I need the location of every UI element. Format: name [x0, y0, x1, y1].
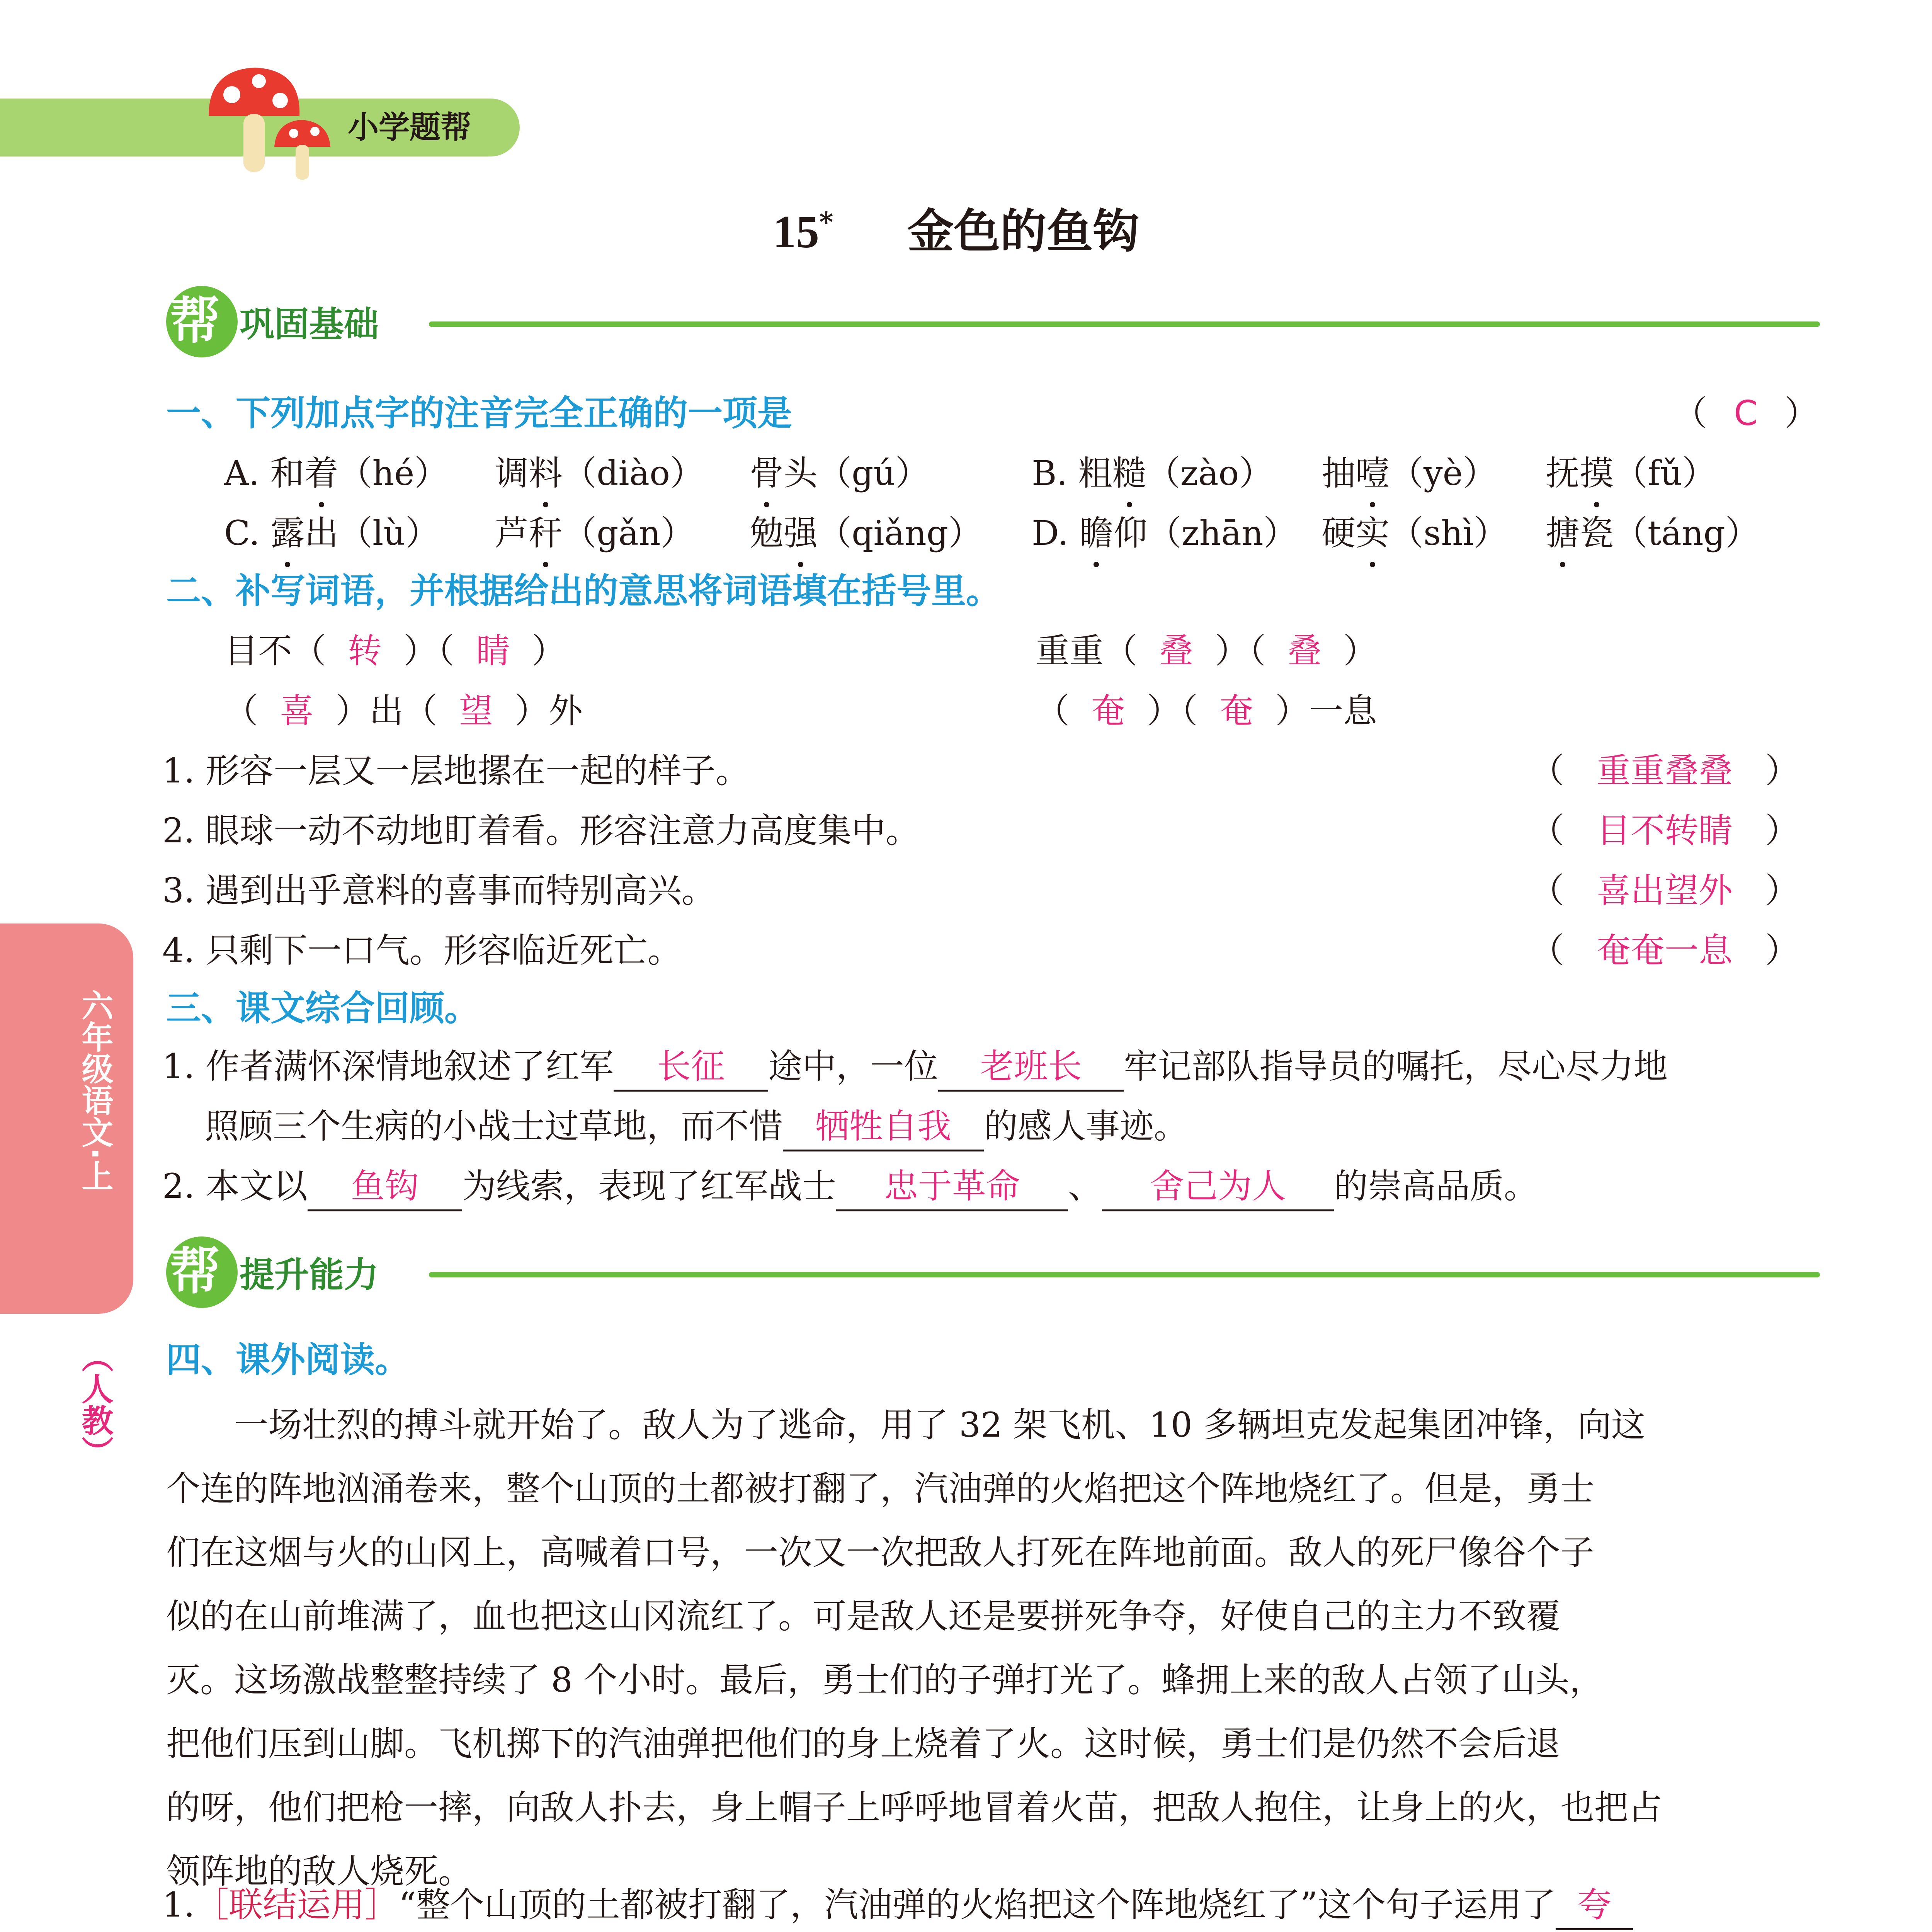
q2-title: 二、补写词语，并根据给出的意思将词语填在括号里。: [166, 571, 1001, 611]
section2-label: 提升能力: [240, 1255, 379, 1295]
side-edition-label: （人教）: [77, 1341, 113, 1468]
q3-line2: 照顾三个生病的小战士过草地，而不惜 牺牲自我 的感人事迹。: [205, 1103, 1188, 1151]
q1-b3: 抚摸（fǔ）: [1546, 450, 1716, 497]
reading-passage: 一场壮烈的搏斗就开始了。敌人为了逃命，用了 32 架飞机、10 多辆坦克发起集团冲锋，向这 个连的阵地汹涌卷来，整个山顶的土都被打翻了，汽油弹的火焰把这个阵地烧红了。但是，勇士 们在这烟与火的山冈上，高喊着口号，一次又一次把敌人打死在阵地前面。敌人的死尸像谷个子 似的在山前堆满了，血也把这山冈流红了。可是敌人还是要拼死争夺，好使自己的主力不致覆 灭。这场激战整整持续了 8 个小时。最后，勇士们的子弹打光了。蜂拥上来的敌人占领了山头， 把他们压到山脚。飞机掷下的汽油弹把他们的身上烧着了火。这时候，勇士们是仍然不会后退 的呀，他们把枪一摔，向敌人扑去，身上帽子上呼呼地冒着火苗，把敌人抱住，让身上的火，也把占 领阵地的敌人烧死。: [166, 1405, 1663, 1891]
section1-rule: [429, 321, 1820, 327]
q1-b1: B. 粗糙（zào）: [1032, 450, 1273, 497]
q2-item1-answer: （ 重重叠叠 ）: [1530, 751, 1799, 791]
q3-line1: 1. 作者满怀深情地叙述了红军 长征 途中，一位 老班长 牢记部队指导员的嘱托，尽心尽力地: [162, 1043, 1668, 1092]
q1-title: 一、下列加点字的注音完全正确的一项是: [166, 393, 792, 434]
q1-answer-bracket: （ C ）: [1673, 390, 1818, 437]
side-grade-label: 六年级语文·上: [77, 989, 113, 1192]
q1-c1: C. 露出（lù）: [224, 510, 439, 556]
q2-item2: 2. 眼球一动不动地盯着看。形容注意力高度集中。: [162, 811, 920, 850]
q2-word3: （ 喜 ）出（ 望 ）外: [224, 691, 583, 731]
q1-c2: 芦秆（gǎn）: [495, 510, 695, 556]
q2-item2-answer: （ 目不转睛 ）: [1530, 811, 1799, 850]
q2-item4: 4. 只剩下一口气。形容临近死亡。: [162, 930, 682, 970]
q2-word4: （ 奄 ）（ 奄 ）一息: [1036, 691, 1378, 731]
q1-d3: 搪瓷（táng）: [1546, 510, 1759, 556]
q2-item3-answer: （ 喜出望外 ）: [1530, 871, 1799, 910]
q2-item3: 3. 遇到出乎意料的喜事而特别高兴。: [162, 871, 716, 910]
q4-title: 四、课外阅读。: [166, 1340, 410, 1380]
section2-rule: [429, 1272, 1820, 1277]
q1-a2: 调料（diào）: [495, 450, 704, 497]
section2-badge-text: 帮: [170, 1242, 221, 1301]
q1-answer: C: [1734, 393, 1758, 433]
section1-label: 巩固基础: [240, 304, 379, 345]
q1-d1: D. 瞻仰（zhān）: [1032, 510, 1298, 556]
lesson-name: 金色的鱼钩: [907, 205, 1139, 259]
brand-label: 小学题帮: [348, 109, 471, 145]
q2-item4-answer: （ 奄奄一息 ）: [1530, 930, 1799, 970]
q3-line3: 2. 本文以 鱼钩 为线索，表现了红军战士 忠于革命 、 舍己为人 的崇高品质。: [162, 1163, 1538, 1211]
lesson-title: [773, 193, 1139, 261]
q1-c3: 勉强（qiǎng）: [750, 510, 982, 556]
section1-badge-text: 帮: [170, 291, 221, 350]
q2-item1: 1. 形容一层又一层地摞在一起的样子。: [162, 751, 750, 791]
q2-word1: 目不（ 转 ）（ 睛 ）: [224, 631, 566, 671]
q1-a3: 骨头（gú）: [750, 450, 929, 497]
q4-s1-line1: 1.［联结运用］“整个山顶的土都被打翻了，汽油弹的火焰把这个阵地烧红了”这个句子运用了 夸: [162, 1882, 1633, 1930]
q1-a1: A. 和着（hé）: [224, 450, 448, 497]
lesson-mark: *: [819, 206, 833, 238]
q1-b2: 抽噎（yè）: [1321, 450, 1497, 497]
q3-title: 三、课文综合回顾。: [166, 988, 479, 1029]
q1-d2: 硬实（shì）: [1321, 510, 1508, 556]
mushroom-logo-icon: [201, 58, 340, 185]
q2-word2: 重重（ 叠 ）（ 叠 ）: [1036, 631, 1378, 671]
lesson-number: 15: [773, 206, 819, 257]
